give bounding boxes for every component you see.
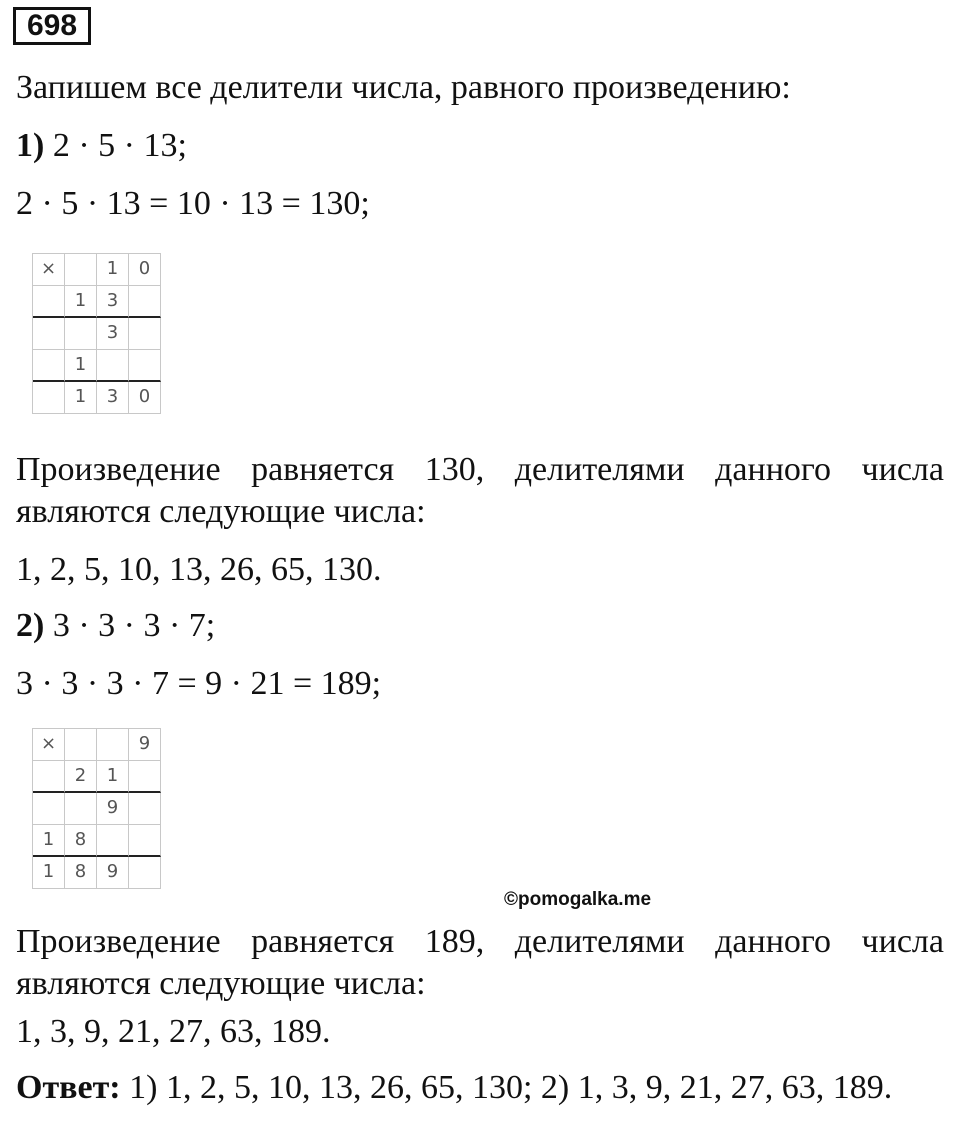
grid-cell	[65, 318, 97, 350]
grid-cell: ×	[33, 254, 65, 286]
part2-result-line2: являются следующие числа:	[16, 965, 426, 1002]
grid-cell: 3	[97, 286, 129, 318]
grid-cell: 8	[65, 825, 97, 857]
part2-label: 2)	[16, 607, 45, 644]
grid-cell	[65, 729, 97, 761]
grid-cell: 8	[65, 857, 97, 889]
part1-expression: 2 · 5 · 13;	[52, 127, 187, 164]
part1-label: 1)	[16, 127, 45, 164]
part1-calculation: 2 · 5 · 13 = 10 · 13 = 130;	[16, 185, 370, 222]
part1-divisors: 1, 2, 5, 10, 13, 26, 65, 130.	[16, 551, 382, 588]
intro-text: Запишем все делители числа, равного произведению:	[16, 69, 791, 106]
part2-divisors: 1, 3, 9, 21, 27, 63, 189.	[16, 1013, 331, 1050]
part1-result-line2: являются следующие числа:	[16, 493, 426, 530]
grid-cell: 1	[97, 254, 129, 286]
grid-cell: 1	[65, 286, 97, 318]
task-number: 698	[13, 7, 91, 45]
grid-cell: 2	[65, 761, 97, 793]
grid-cell: 1	[33, 825, 65, 857]
grid-cell: 1	[65, 350, 97, 382]
grid-cell	[129, 793, 161, 825]
grid-cell: 9	[97, 793, 129, 825]
grid-cell: 3	[97, 382, 129, 414]
grid-cell	[65, 793, 97, 825]
part2-heading	[16, 606, 215, 646]
answer-line	[16, 1068, 892, 1108]
grid-cell	[65, 254, 97, 286]
grid-cell	[33, 350, 65, 382]
part2-calculation: 3 · 3 · 3 · 7 = 9 · 21 = 189;	[16, 665, 382, 702]
grid-cell: ×	[33, 729, 65, 761]
part2-expression: 3 · 3 · 3 · 7;	[52, 607, 216, 644]
part2-multiplication-grid	[32, 728, 161, 889]
grid-cell	[33, 793, 65, 825]
answer-text: 1) 1, 2, 5, 10, 13, 26, 65, 130; 2) 1, 3, 9, 21, 27, 63, 189.	[129, 1069, 893, 1106]
grid-cell	[129, 350, 161, 382]
grid-cell	[33, 286, 65, 318]
watermark: ©pomogalka.me	[504, 889, 652, 910]
grid-cell: 9	[97, 857, 129, 889]
grid-cell: 1	[65, 382, 97, 414]
part2-result-line1: Произведение равняется 189, делителями данного числа	[16, 923, 944, 960]
grid-cell	[97, 729, 129, 761]
grid-cell	[129, 825, 161, 857]
grid-cell	[129, 857, 161, 889]
grid-cell: 9	[129, 729, 161, 761]
grid-cell	[33, 382, 65, 414]
grid-cell	[129, 318, 161, 350]
grid-cell: 1	[97, 761, 129, 793]
grid-cell	[97, 825, 129, 857]
grid-cell	[33, 318, 65, 350]
part1-result-line1: Произведение равняется 130, делителями данного числа	[16, 451, 944, 488]
grid-cell: 3	[97, 318, 129, 350]
answer-label: Ответ:	[16, 1069, 121, 1106]
grid-cell	[129, 286, 161, 318]
part1-multiplication-grid	[32, 253, 161, 414]
grid-cell: 1	[33, 857, 65, 889]
grid-cell	[33, 761, 65, 793]
grid-cell	[129, 761, 161, 793]
grid-cell: 0	[129, 382, 161, 414]
part1-heading	[16, 126, 187, 166]
grid-cell	[97, 350, 129, 382]
grid-cell: 0	[129, 254, 161, 286]
